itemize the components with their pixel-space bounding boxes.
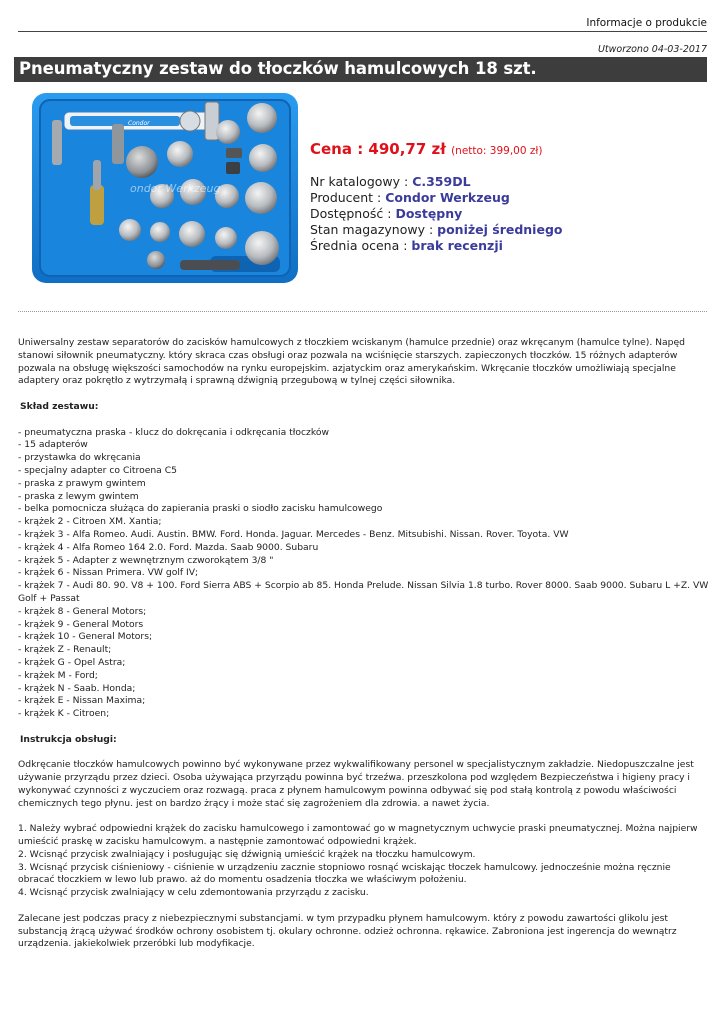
- dotted-divider: [18, 311, 707, 312]
- set-item: - krążek N - Saab. Honda;: [18, 682, 136, 694]
- rating-row: [310, 238, 710, 254]
- set-item: - praska z prawym gwintem: [18, 477, 146, 489]
- price-netto: (netto: 399,00 zł): [451, 145, 543, 157]
- manufacturer-row: [310, 190, 710, 206]
- set-item: - krążek 3 - Alfa Romeo. Audi. Austin. BMW. Ford. Honda. Jaguar. Mercedes - Benz. Mitsubishi. Nissan. Rover. Toyota. VW: [18, 528, 569, 540]
- set-item: - krążek Z - Renault;: [18, 644, 112, 656]
- set-item: - krążek 6 - Nissan Primera. VW golf IV;: [18, 567, 199, 579]
- set-item: - specjalny adapter co Citroena C5: [18, 464, 177, 476]
- instruction-step: 3. Wcisnąć przycisk ciśnieniowy - ciśnienie w urządzeniu zacznie stopniowo rosnąć wciskając tłoczek hamulcowy. jednocześnie można ręcznie obracać tłoczkiem w lewo lub prawo. aż do momentu osadzenia tłoczka we właściwym położeniu.: [18, 861, 671, 886]
- info-label: Nr katalogowy :: [310, 174, 413, 189]
- set-item: - krążek M - Ford;: [18, 669, 98, 681]
- info-label: Producent :: [310, 190, 386, 205]
- info-label: Średnia ocena :: [310, 238, 412, 253]
- instruction-step: 4. Wcisnąć przycisk zwalniający w celu zdemontowania przyrządu z zacisku.: [18, 887, 369, 899]
- set-item: - krążek 4 - Alfa Romeo 164 2.0. Ford. Mazda. Saab 9000. Subaru: [18, 541, 319, 553]
- closing-paragraph: Zalecane jest podczas pracy z niebezpiecznymi substancjami. w tym przypadku płynem hamulcowym. który z powodu zawartości glikolu jest substancją żrącą używać środków ochrony osobistem tj. okulary ochronne. odzież ochronna. rękawice. Zabroniona jest ingerencja do wewnątrz urządzenia. jakiekolwiek przeróbki lub modyfikacje.: [18, 912, 677, 950]
- info-rows: [310, 174, 710, 254]
- instructions-intro: Odkręcanie tłoczków hamulcowych powinno być wykonywane przez wykwalifikowany personel w specjalistycznym zakładzie. Niedopuszczalne jest używanie przyrządu przez dzieci. Osoba używająca przyrządu powinna być trzeźwa. przeszkolona pod względem Bezpieczeństwa i higieny pracy i wykonywać czynności z wyczuciem oraz rozwagą. praca z płynem hamulcowym powinna odbywać się pod stałą kontrolą z powodu właściwości chemicznych tego płynu. jest on bardzo żrący i może stać się zagrożeniem dla zdrowia. a nawet życia.: [18, 759, 694, 809]
- description: [18, 337, 710, 951]
- image-watermark: ondor Werkzeug: [130, 182, 221, 195]
- instruction-step: 1. Należy wybrać odpowiedni krążek do zacisku hamulcowego i zamontować go w magnetycznym uchwycie praski pneumatycznej. Można najpierw umieścić praskę w zacisku hamulcowym. a następnie zamontować odpowiedni krążek.: [18, 823, 698, 848]
- price: [310, 140, 710, 158]
- tool-logo: Condor: [128, 120, 150, 127]
- product-image: [30, 90, 300, 285]
- set-heading: Skład zestawu:: [20, 400, 99, 412]
- catalog-number-row: [310, 174, 710, 190]
- availability-row: [310, 206, 710, 222]
- stock-row: [310, 222, 710, 238]
- set-item: - krążek E - Nissan Maxima;: [18, 695, 146, 707]
- intro-paragraph: Uniwersalny zestaw separatorów do zacisków hamulcowych z tłoczkiem wciskanym (hamulce przednie) oraz wkręcanym (hamulce tylne). Napęd stanowi siłownik pneumatyczny. który skraca czas obsługi oraz pozwala na wciśnięcie starszych. zapieczonych tłoczków. 15 różnych adapterów pozwala na obsługę większości samochodów na rynku europejskim. azjatyckim oraz amerykańskim. Wkręcanie tłoczków umożliwiają specjalne adaptery oraz pokrętło z wytrzymałą i sprawną dźwignią przegubową w tylnej części siłownika.: [18, 337, 685, 387]
- instructions-heading: Instrukcja obsługi:: [20, 733, 117, 745]
- product-info: [310, 140, 710, 254]
- average-rating: brak recenzji: [411, 238, 503, 253]
- set-item: - krążek 8 - General Motors;: [18, 605, 147, 617]
- set-item: - krążek 2 - Citroen XM. Xantia;: [18, 516, 162, 528]
- set-item: - przystawka do wkręcania: [18, 452, 141, 464]
- stock-level: poniżej średniego: [437, 222, 563, 237]
- availability: Dostępny: [395, 206, 463, 221]
- set-item: - krążek 9 - General Motors: [18, 618, 144, 630]
- manufacturer: Condor Werkzeug: [385, 190, 510, 205]
- set-item: - krążek G - Opel Astra;: [18, 656, 126, 668]
- set-item: - 15 adapterów: [18, 439, 88, 451]
- set-item: - belka pomocnicza służąca do zapierania praski o siodło zacisku hamulcowego: [18, 503, 383, 515]
- info-label: Stan magazynowy :: [310, 222, 438, 237]
- set-item: - krążek K - Citroen;: [18, 708, 110, 720]
- price-gross: Cena : 490,77 zł: [310, 140, 446, 158]
- set-item: - praska z lewym gwintem: [18, 490, 139, 502]
- catalog-number: C.359DL: [412, 174, 471, 189]
- created-date: Utworzono 04-03-2017: [597, 44, 707, 55]
- set-item: - krążek 5 - Adapter z wewnętrznym czworokątem 3/8 ": [18, 554, 274, 566]
- header-divider: [18, 31, 707, 32]
- steps-list: [18, 823, 710, 900]
- set-item: - pneumatyczna praska - klucz do dokręcania i odkręcania tłoczków: [18, 426, 329, 438]
- info-label: Dostępność :: [310, 206, 396, 221]
- page-title: Pneumatyczny zestaw do tłoczków hamulcowych 18 szt.: [19, 59, 537, 78]
- set-list: [18, 427, 710, 721]
- instruction-step: 2. Wcisnąć przycisk zwalniający i posługując się dźwignią umieścić krążek na tłoczku hamulcowym.: [18, 848, 476, 860]
- set-item: - krążek 7 - Audi 80. 90. V8 + 100. Ford Sierra ABS + Scorpio ab 85. Honda Prelude. Nissan Silvia 1.8 turbo. Rover 8000. Saab 9000. Subaru L +Z. VW Golf + Passat: [18, 580, 709, 604]
- title-bar: [14, 57, 707, 82]
- set-item: - krążek 10 - General Motors;: [18, 631, 153, 643]
- section-label: Informacje o produkcie: [586, 17, 707, 29]
